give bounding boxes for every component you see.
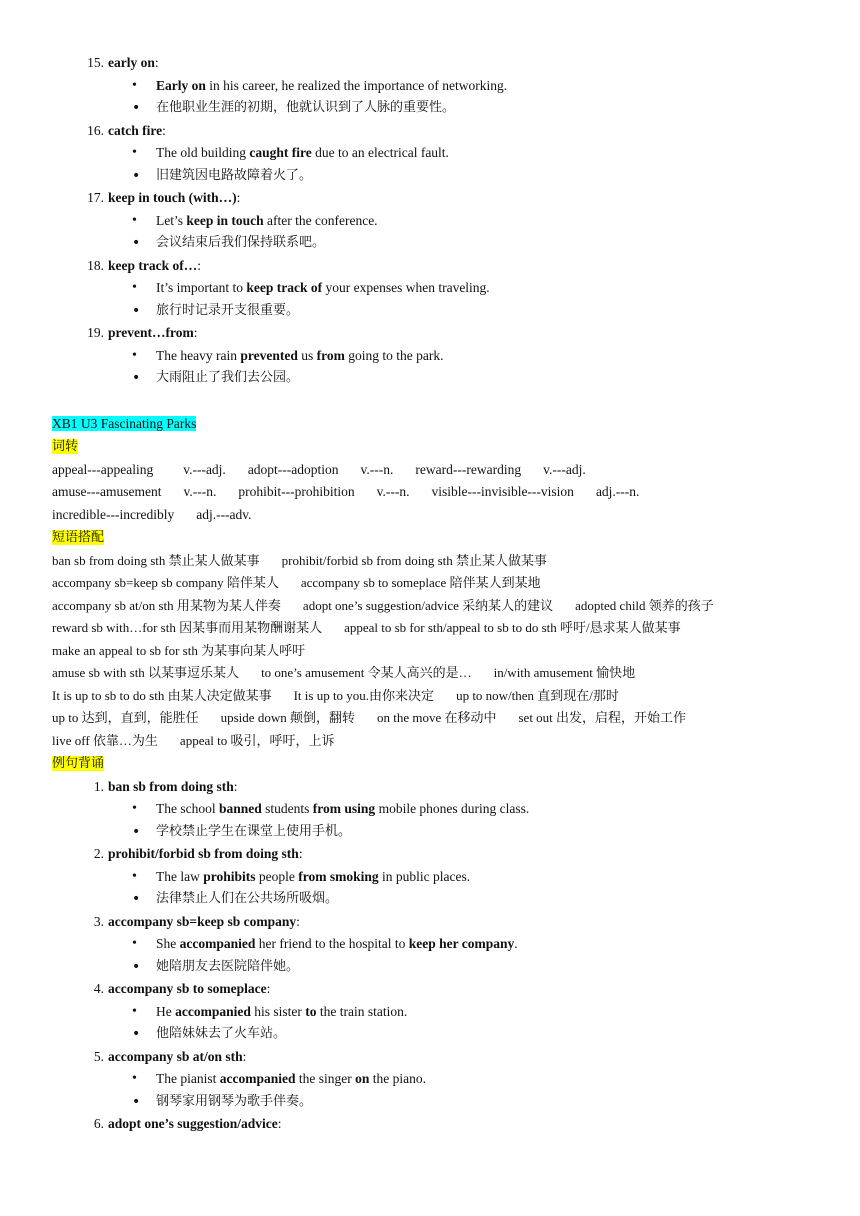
english-example bbox=[52, 866, 832, 889]
chinese-translation: • 他陪妹妹去了火车站。 bbox=[52, 1023, 832, 1046]
english-example bbox=[52, 142, 832, 165]
phrase-entry: to one’s amusement 令某人高兴的是… bbox=[261, 665, 472, 680]
word-conversion-entry: adj.---n. bbox=[595, 484, 640, 499]
example-segment: The school bbox=[156, 801, 219, 816]
phrase-entry: It is up to sb to do sth 由某人决定做某事 bbox=[52, 687, 272, 703]
phrase-text: keep in touch (with…) bbox=[108, 190, 237, 205]
phrase-text: adopt one’s suggestion/advice bbox=[108, 1116, 278, 1131]
chinese-translation: • 会议结束后我们保持联系吧。 bbox=[52, 232, 832, 255]
item-phrase: early on: bbox=[108, 55, 159, 70]
example-segment: keep her company bbox=[408, 936, 515, 951]
phrase-entry: live off 依靠…为生 bbox=[52, 732, 158, 748]
phrase-row bbox=[52, 662, 832, 685]
chinese-translation: • 她陪朋友去医院陪伴她。 bbox=[52, 956, 832, 979]
phrase-entry: amuse sb with sth 以某事逗乐某人 bbox=[52, 665, 240, 680]
example-segment: accompanied bbox=[175, 1003, 251, 1019]
word-conversion-entry: v.---adj. bbox=[183, 461, 226, 477]
word-conversion-row bbox=[52, 459, 832, 482]
item-phrase: catch fire: bbox=[108, 122, 166, 138]
chinese-translation: • 钢琴家用钢琴为歌手伴奏。 bbox=[52, 1091, 832, 1114]
example-segment: after the conference. bbox=[263, 212, 378, 228]
word-conversion-entry: adopt---adoption bbox=[247, 461, 339, 477]
example-segment: going to the park. bbox=[344, 347, 444, 363]
example-segment: She bbox=[156, 936, 180, 951]
english-example bbox=[52, 1068, 832, 1091]
example-segment: the train station. bbox=[316, 1003, 408, 1019]
spacer bbox=[52, 390, 832, 413]
example-segment: accompanied bbox=[219, 1071, 296, 1086]
word-conversion-heading: 词转 bbox=[52, 439, 79, 454]
item-phrase: keep in touch (with…): bbox=[108, 190, 241, 205]
example-segment: keep in touch bbox=[186, 212, 264, 228]
phrase-entry: It is up to you.由你来决定 bbox=[293, 687, 435, 703]
example-segment: to bbox=[305, 1003, 317, 1019]
word-conversion-entry: visible---invisible---vision bbox=[431, 484, 574, 499]
phrase-entry: up to 达到，直到，能胜任 bbox=[52, 710, 199, 725]
phrase-collocation-heading: 短语搭配 bbox=[52, 530, 105, 545]
english-example bbox=[52, 277, 832, 300]
phrase-text: accompany sb at/on sth bbox=[108, 1048, 243, 1064]
phrase-entry: make an appeal to sb for sth 为某事向某人呼吁 bbox=[52, 642, 306, 658]
example-segment: Early on bbox=[156, 77, 206, 93]
document-page bbox=[52, 52, 832, 1136]
example-sentences-list bbox=[52, 776, 832, 1136]
english-example bbox=[52, 210, 832, 233]
phrase-text: accompany sb=keep sb company bbox=[108, 913, 297, 929]
item-number: 3. bbox=[93, 913, 104, 929]
chinese-translation: • 旧建筑因电路故障着火了。 bbox=[52, 165, 832, 188]
example-segment: from bbox=[316, 347, 345, 363]
chinese-translation: • 在他职业生涯的初期，他就认识到了人脉的重要性。 bbox=[52, 97, 832, 120]
example-bullets bbox=[52, 798, 832, 843]
phrase-entry: in/with amusement 愉快地 bbox=[493, 665, 636, 680]
phrase-entry: adopted child 领养的孩子 bbox=[575, 597, 714, 613]
phrase-text: keep track of… bbox=[108, 257, 198, 273]
word-conversion-entry: appeal---appealing bbox=[52, 461, 154, 477]
item-phrase: keep track of…: bbox=[108, 257, 201, 273]
example-bullets bbox=[52, 1001, 832, 1046]
word-conversion-entry: v.---adj. bbox=[543, 461, 586, 477]
example-segment: Let’s bbox=[156, 212, 187, 228]
item-number: 1. bbox=[93, 778, 104, 794]
item-number: 18. bbox=[87, 257, 104, 273]
item-phrase: prevent…from: bbox=[108, 325, 198, 340]
phrase-entry: prohibit/forbid sb from doing sth 禁止某人做某事 bbox=[281, 552, 548, 568]
item-number: 19. bbox=[87, 325, 104, 340]
word-conversion-row bbox=[52, 481, 832, 504]
phrase-entry: reward sb with…for sth 因某事而用某物酬谢某人 bbox=[52, 620, 323, 635]
item-number: 4. bbox=[93, 981, 104, 996]
example-segment: in his career, he realized the importance of networking. bbox=[205, 77, 508, 93]
chinese-translation: • 旅行时记录开支很重要。 bbox=[52, 300, 832, 323]
phrase-text: prohibit/forbid sb from doing sth bbox=[108, 846, 299, 861]
phrase-entry: adopt one’s suggestion/advice 采纳某人的建议 bbox=[302, 597, 554, 613]
example-segment: from using bbox=[312, 801, 376, 816]
example-segment: us bbox=[297, 347, 317, 363]
numbered-item bbox=[52, 187, 832, 210]
phrase-entry: accompany sb=keep sb company 陪伴某人 bbox=[52, 575, 279, 590]
example-bullets bbox=[52, 1068, 832, 1113]
example-segment: banned bbox=[219, 801, 262, 816]
numbered-item bbox=[52, 120, 832, 143]
item-phrase: accompany sb at/on sth: bbox=[108, 1048, 247, 1064]
example-bullets bbox=[52, 277, 832, 322]
example-segment: in public places. bbox=[378, 868, 471, 884]
example-segment: prevented bbox=[240, 347, 298, 363]
chinese-translation: • 法律禁止人们在公共场所吸烟。 bbox=[52, 888, 832, 911]
example-segment: The pianist bbox=[156, 1071, 220, 1086]
example-segment: . bbox=[514, 936, 518, 951]
phrase-collocation-list bbox=[52, 550, 832, 753]
example-segment: his sister bbox=[250, 1003, 306, 1019]
example-sentences-heading: 例句背诵 bbox=[52, 756, 105, 771]
phrase-row bbox=[52, 707, 832, 730]
phrase-entry: accompany sb to someplace 陪伴某人到某地 bbox=[300, 575, 541, 590]
phrase-text: prevent…from bbox=[108, 325, 194, 340]
word-conversion-row bbox=[52, 504, 832, 527]
phrase-text: catch fire bbox=[108, 122, 163, 138]
english-example bbox=[52, 75, 832, 98]
example-bullets bbox=[52, 933, 832, 978]
phrase-row bbox=[52, 595, 832, 618]
phrase-entry: accompany sb at/on sth 用某物为某人伴奏 bbox=[52, 597, 281, 613]
example-segment: students bbox=[261, 801, 313, 816]
phrase-entry: upside down 颠倒，翻转 bbox=[220, 710, 355, 725]
word-conversion-entry: amuse---amusement bbox=[52, 484, 162, 499]
phrase-row bbox=[52, 617, 832, 640]
phrase-text: ban sb from doing sth bbox=[108, 778, 234, 794]
phrase-row bbox=[52, 572, 832, 595]
word-conversion-entry: adj.---adv. bbox=[196, 506, 252, 522]
item-number: 17. bbox=[87, 190, 104, 205]
numbered-item bbox=[52, 978, 832, 1001]
example-segment: the piano. bbox=[369, 1071, 427, 1086]
example-segment: The law bbox=[156, 868, 204, 884]
numbered-item bbox=[52, 843, 832, 866]
numbered-item bbox=[52, 911, 832, 934]
phrase-entry: on the move 在移动中 bbox=[376, 710, 497, 725]
example-segment: It’s important to bbox=[156, 280, 247, 295]
example-segment: He bbox=[156, 1003, 176, 1019]
numbered-item bbox=[52, 1046, 832, 1069]
chinese-translation: • 大雨阻止了我们去公园。 bbox=[52, 367, 832, 390]
item-number: 2. bbox=[93, 846, 104, 861]
phrase-entry: set out 出发，启程，开始工作 bbox=[518, 710, 687, 725]
word-conversion-entry: v.---n. bbox=[360, 461, 394, 477]
example-segment: her friend to the hospital to bbox=[255, 936, 409, 951]
phrase-row bbox=[52, 640, 832, 663]
word-conversion-entry: v.---n. bbox=[183, 484, 217, 499]
phrase-row bbox=[52, 685, 832, 708]
numbered-item bbox=[52, 1113, 832, 1136]
phrase-entry: up to now/then 直到现在/那时 bbox=[456, 687, 619, 703]
item-phrase: prohibit/forbid sb from doing sth: bbox=[108, 846, 303, 861]
phrase-entry: appeal to 吸引，呼吁，上诉 bbox=[179, 732, 335, 748]
example-bullets bbox=[52, 142, 832, 187]
phrase-text: accompany sb to someplace bbox=[108, 981, 267, 996]
phrase-entry: appeal to sb for sth/appeal to sb to do sth 呼吁/恳求某人做某事 bbox=[344, 620, 681, 635]
numbered-item bbox=[52, 776, 832, 799]
word-conversion-entry: v.---n. bbox=[376, 484, 410, 499]
numbered-item bbox=[52, 322, 832, 345]
phrase-text: early on bbox=[108, 55, 155, 70]
example-bullets bbox=[52, 210, 832, 255]
phrase-row bbox=[52, 550, 832, 573]
example-segment: accompanied bbox=[179, 936, 256, 951]
example-segment: your expenses when traveling. bbox=[322, 280, 490, 295]
phrase-entry: ban sb from doing sth 禁止某人做某事 bbox=[52, 552, 260, 568]
item-phrase: adopt one’s suggestion/advice: bbox=[108, 1116, 282, 1131]
english-example bbox=[52, 1001, 832, 1024]
word-conversion-entry: prohibit---prohibition bbox=[238, 484, 355, 499]
english-example bbox=[52, 345, 832, 368]
example-bullets bbox=[52, 345, 832, 390]
english-example bbox=[52, 933, 832, 956]
word-conversion-list bbox=[52, 459, 832, 527]
phrase-row bbox=[52, 730, 832, 753]
chinese-translation: • 学校禁止学生在课堂上使用手机。 bbox=[52, 821, 832, 844]
example-segment: the singer bbox=[295, 1071, 356, 1086]
example-segment: caught fire bbox=[249, 145, 312, 160]
english-example bbox=[52, 798, 832, 821]
example-segment: on bbox=[355, 1071, 370, 1086]
item-phrase: accompany sb to someplace: bbox=[108, 981, 271, 996]
unit-title: XB1 U3 Fascinating Parks bbox=[52, 415, 197, 431]
phrase-example-list-top bbox=[52, 52, 832, 390]
example-segment: from smoking bbox=[298, 868, 379, 884]
example-segment: keep track of bbox=[246, 280, 323, 295]
example-bullets bbox=[52, 866, 832, 911]
word-conversion-entry: incredible---incredibly bbox=[52, 506, 175, 522]
numbered-item bbox=[52, 255, 832, 278]
numbered-item bbox=[52, 52, 832, 75]
example-segment: due to an electrical fault. bbox=[311, 145, 449, 160]
example-segment: mobile phones during class. bbox=[375, 801, 530, 816]
example-segment: people bbox=[255, 868, 299, 884]
item-number: 5. bbox=[93, 1048, 104, 1064]
example-bullets bbox=[52, 75, 832, 120]
example-segment: prohibits bbox=[203, 868, 256, 884]
example-segment: The heavy rain bbox=[156, 347, 241, 363]
item-phrase: ban sb from doing sth: bbox=[108, 778, 238, 794]
item-number: 15. bbox=[87, 55, 104, 70]
example-segment: The old building bbox=[156, 145, 250, 160]
item-number: 6. bbox=[93, 1116, 104, 1131]
word-conversion-entry: reward---rewarding bbox=[415, 461, 522, 477]
item-phrase: accompany sb=keep sb company: bbox=[108, 913, 300, 929]
item-number: 16. bbox=[87, 122, 104, 138]
